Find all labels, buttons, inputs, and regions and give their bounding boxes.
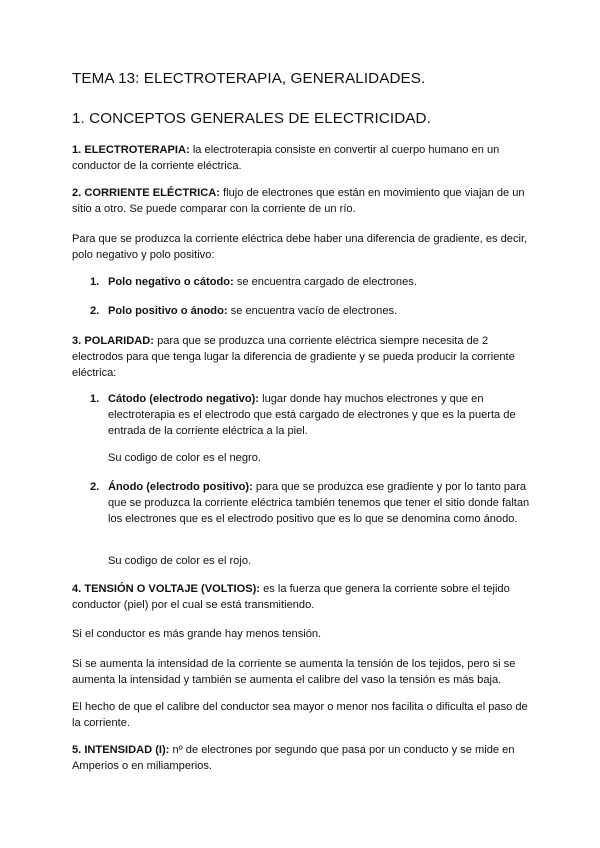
definition-text: la electroterapia consiste en convertir al cuerpo humano en un conductor de la corriente eléctrica.: [72, 144, 500, 172]
term: Polo positivo o ánodo:: [108, 305, 228, 317]
paragraph-gradiente: Para que se produzca la corriente eléctrica debe haber una diferencia de gradiente, es decir, polo negativo y polo positivo:: [72, 233, 528, 261]
definition-text: flujo de electrones que están en movimiento que viajan de un sitio a otro. Se puede comparar con la corriente de un río.: [72, 187, 525, 215]
item-text: para que se produzca ese gradiente y por lo tanto para que se produzca la corriente eléctrica también tenemos que tener el sitio donde faltan los electrones que es el electrodo positivo que es lo que se denomina como ánodo.: [108, 481, 530, 525]
list-item-polo-negativo: [108, 274, 534, 290]
term: 2. CORRIENTE ELÉCTRICA:: [72, 187, 220, 199]
definition-corriente: [72, 185, 534, 217]
item-text: se encuentra cargado de electrones.: [233, 276, 417, 288]
list-number: 2.: [90, 481, 100, 493]
definition-polaridad: [72, 333, 534, 381]
definition-text: es la fuerza que genera la corriente sobre el tejido conductor (piel) por el cual se está transmitiendo.: [72, 583, 510, 611]
definition-electroterapia: [72, 142, 534, 174]
list-number: 1.: [90, 393, 100, 405]
term: 4. TENSIÓN O VOLTAJE (VOLTIOS):: [72, 583, 260, 595]
paragraph-tension-2: Si se aumenta la intensidad de la corriente se aumenta la tensión de los tejidos, pero si se aumenta la intensidad y también se aumenta el calibre del vaso la tensión es más baja.: [72, 658, 516, 686]
term: Polo negativo o cátodo:: [108, 276, 234, 288]
item-text: lugar donde hay muchos electrones y que en electroterapia es el electrodo que está cargado de electrones y que es la puerta de entrada de la corriente eléctrica a la piel.: [108, 393, 516, 437]
section-heading: 1. CONCEPTOS GENERALES DE ELECTRICIDAD.: [72, 110, 431, 127]
term: 5. INTENSIDAD (I):: [72, 744, 170, 756]
list-item-anodo: [108, 479, 534, 527]
paragraph-tension-3: El hecho de que el calibre del conductor sea mayor o menor nos facilita o dificulta el paso de la corriente.: [72, 701, 528, 729]
definition-tension: [72, 581, 534, 613]
term: 3. POLARIDAD:: [72, 335, 154, 347]
color-note-catodo: Su codigo de color es el negro.: [108, 452, 261, 464]
term: Ánodo (electrodo positivo):: [108, 481, 253, 493]
definition-text: nº de electrones por segundo que pasa por un conducto y se mide en Amperios o en miliamperios.: [72, 744, 515, 772]
term: Cátodo (electrodo negativo):: [108, 393, 260, 405]
color-note-anodo: Su codigo de color es el rojo.: [108, 555, 252, 567]
list-item-catodo: [108, 391, 534, 439]
definition-intensidad: [72, 742, 534, 774]
list-number: 2.: [90, 305, 100, 317]
term: 1. ELECTROTERAPIA:: [72, 144, 190, 156]
list-item-polo-positivo: [108, 303, 534, 319]
document-title: TEMA 13: ELECTROTERAPIA, GENERALIDADES.: [72, 70, 426, 87]
list-number: 1.: [90, 276, 100, 288]
item-text: se encuentra vacío de electrones.: [227, 305, 398, 317]
definition-text: para que se produzca una corriente eléctrica siempre necesita de 2 electrodos para que tenga lugar la diferencia de gradiente y se pueda producir la corriente eléctrica:: [72, 335, 515, 379]
paragraph-tension-1: Si el conductor es más grande hay menos tensión.: [72, 628, 322, 640]
